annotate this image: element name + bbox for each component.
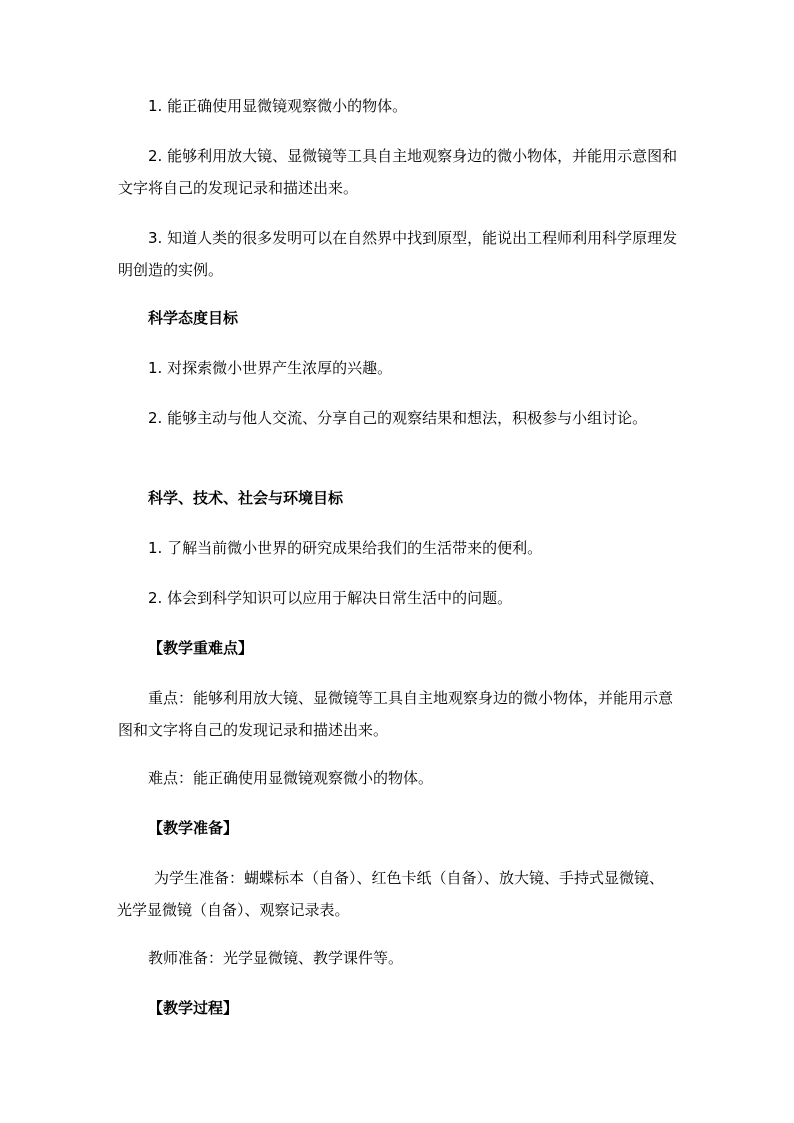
ability-goal-2: 2. 能够利用放大镜、显微镜等工具自主地观察身边的微小物体，并能用示意图和文字将自己的发现记录和描述出来。	[118, 147, 678, 197]
sts-goal-1: 1. 了解当前微小世界的研究成果给我们的生活带来的便利。	[148, 539, 543, 557]
difficult-point: 难点：能正确使用显微镜观察微小的物体。	[148, 769, 434, 787]
attitude-heading: 科学态度目标	[148, 309, 239, 327]
ability-goal-1: 1. 能正确使用显微镜观察微小的物体。	[148, 97, 408, 115]
sts-goal-2: 2. 体会到科学知识可以应用于解决日常生活中的问题。	[148, 589, 513, 607]
preparation-heading: 【教学准备】	[148, 819, 239, 837]
student-preparation: 为学生准备：蝴蝶标本（自备）、红色卡纸（自备）、放大镜、手持式显微镜、光学显微镜（自备）、观察记录表。	[117, 869, 665, 919]
teacher-preparation: 教师准备：光学显微镜、教学课件等。	[148, 949, 404, 967]
key-point: 重点：能够利用放大镜、显微镜等工具自主地观察身边的微小物体，并能用示意图和文字将自己的发现记录和描述出来。	[118, 689, 674, 739]
sts-heading: 科学、技术、社会与环境目标	[148, 489, 344, 507]
ability-goal-3: 3. 知道人类的很多发明可以在自然界中找到原型，能说出工程师利用科学原理发明创造的实例。	[118, 229, 678, 279]
process-heading: 【教学过程】	[148, 999, 239, 1017]
key-points-heading: 【教学重难点】	[148, 639, 254, 657]
attitude-goal-2: 2. 能够主动与他人交流、分享自己的观察结果和想法，积极参与小组讨论。	[148, 409, 648, 427]
attitude-goal-1: 1. 对探索微小世界产生浓厚的兴趣。	[148, 359, 393, 377]
